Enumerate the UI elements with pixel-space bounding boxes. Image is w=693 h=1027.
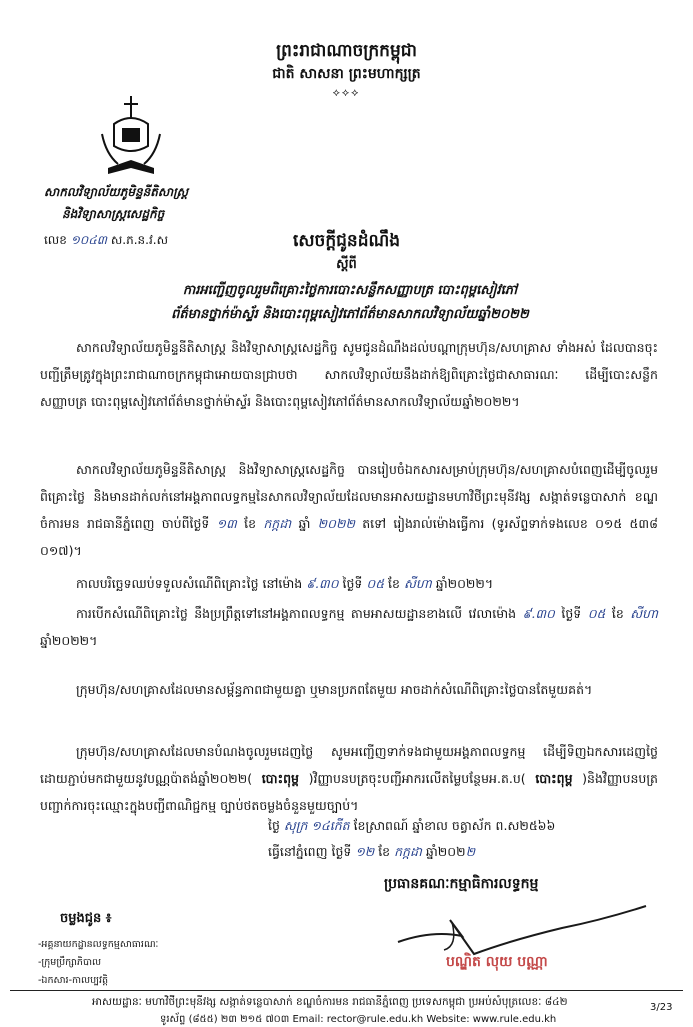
footer-contact: ទូរស័ព្ទ (៨៥៥) ២៣ ២១៥ ៧០៣ Email: rector@rule.edu.kh Website: www.rule.edu.kh [160, 1014, 557, 1025]
signer-name: បណ្ឌិត លុយ បណ្ណា [446, 954, 548, 970]
paragraph-deadline [40, 570, 658, 597]
university-emblem-icon [94, 94, 168, 178]
ornament-divider: ⟡⟡⟡ [332, 86, 361, 99]
place-text-a: ធ្វើនៅភ្នំពេញ ថ្ងៃទី [268, 844, 352, 859]
p4-text-a: ការបើកសំណើពិគ្រោះថ្លៃ នឹងប្រព្រឹត្តទៅនៅអង្គភាពលទ្ធកម្ម តាមអាសយដ្ឋានខាងលើ វេលាម៉ោង [76, 606, 517, 621]
footer-divider [10, 990, 683, 991]
p2-day-handwritten: ១៣ [216, 516, 237, 531]
lunar-date [268, 812, 668, 839]
p3-month-handwritten: សីហា [403, 576, 432, 591]
paragraph-documents [40, 456, 658, 564]
paragraph-purchase [40, 738, 658, 819]
kingdom-header: ព្រះរាជាណាចក្រកម្ពុជា [276, 41, 417, 61]
p6-text-c: )និងវិញ្ញាបនបត្របញ្ជាក់ការចុះឈ្មោះក្នុងបញ្ជីពាណិជ្ជកម្ម ច្បាប់ថតចម្លងចំនួនមួយច្បាប់។ [40, 771, 658, 813]
national-motto: ជាតិ សាសនា ព្រះមហាក្សត្រ [272, 66, 421, 82]
place-date [268, 838, 668, 865]
notice-about: ស្ដីពី [336, 257, 357, 272]
ref-number-handwritten: ១០៤៣ [70, 233, 108, 247]
p6-bold-2: បោះពុម្ព [535, 771, 573, 786]
p2-year-handwritten: ២០២២ [317, 516, 355, 531]
subject-line-2: ព័ត៌មានថ្នាក់ម៉ាស្ទ័រ និងបោះពុម្ពសៀវភៅព័ត៌មានសាកលវិទ្យាល័យឆ្នាំ២០២២ [171, 307, 529, 322]
paragraph-opening [40, 600, 658, 654]
page-number: 3/23 [650, 1002, 673, 1013]
lunar-text-b: ខែស្រាពណ៍ ឆ្នាំខាល ចត្វាស័ក ព.ស២៥៦៦ [353, 818, 556, 833]
place-year-handwritten: ២ [465, 844, 476, 859]
p6-text-a: ក្រុមហ៊ុន/សហគ្រាសដែលមានបំណងចូលរួមដេញថ្លៃ សូមអញ្ជើញទាក់ទងជាមួយអង្គភាពលទ្ធកម្ម ដើម្បីទិញឯកសារដេញថ្លៃដោយភ្ជាប់មកជាមួយនូវបណ្ណប៉ាតង់ឆ្នាំ២០២២( [40, 744, 658, 786]
p6-text-b: )វិញ្ញាបនបត្រចុះបញ្ជីអាករលើតម្លៃបន្ថែមអ.ត.ប( [308, 771, 526, 786]
paragraph-affiliation: ក្រុមហ៊ុន/សហគ្រាសដែលមានសម្ព័ន្ធភាពជាមួយគ្នា ឬមានប្រភពតែមួយ អាចដាក់សំណើពិគ្រោះថ្លៃបានតែមួយគត់។ [76, 682, 593, 697]
p2-text-c: ឆ្នាំ [298, 516, 311, 531]
cc-item: -អគ្គនាយកដ្ឋានលទ្ធកម្មសាធារណៈ [38, 939, 159, 950]
p2-text-d: តទៅ រៀងរាល់ម៉ោងធ្វើការ (ទូរស័ព្ទទាក់ទងលេខ ០១៥ ៥៣៨ ០១៧)។ [40, 516, 658, 558]
p3-text-d: ឆ្នាំ២០២២។ [435, 576, 494, 591]
lunar-handwritten: សុក្រ ១៤កើត [283, 818, 350, 833]
place-text-c: ឆ្នាំ២០២ [425, 844, 466, 859]
subject-line-1: ការអញ្ជើញចូលរួមពិគ្រោះថ្លៃការបោះសន្លឹកសញ្ញាបត្រ បោះពុម្ពសៀវភៅ [182, 283, 518, 298]
p4-day-handwritten: ០៥ [587, 606, 606, 621]
p6-bold-1: បោះពុម្ព [261, 771, 299, 786]
p4-text-b: ថ្ងៃទី [561, 606, 582, 621]
signer-title: ប្រធានគណៈកម្មាធិការលទ្ធកម្ម [384, 876, 539, 892]
ref-suffix: ស.ភ.ន.វ.ស [110, 233, 168, 247]
p4-text-c: ខែ [611, 606, 624, 621]
p3-text-b: ថ្ងៃទី [342, 576, 363, 591]
cc-item: -ក្រុមប្រឹក្សាភិបាល [38, 957, 102, 968]
ref-prefix: លេខ [44, 233, 67, 247]
p2-text-b: ខែ [244, 516, 257, 531]
place-day-handwritten: ១២ [355, 844, 375, 859]
notice-title: សេចក្ដីជូនដំណឹង [292, 231, 401, 251]
university-subtitle: និងវិទ្យាសាស្ត្រសេដ្ឋកិច្ច [62, 207, 165, 221]
cc-item: -ឯកសារ-កាលប្បវត្តិ [38, 975, 108, 986]
place-month-handwritten: កក្កដា [394, 844, 422, 859]
p3-day-handwritten: ០៥ [366, 576, 385, 591]
p4-text-d: ឆ្នាំ២០២២។ [40, 633, 98, 648]
p2-text-a: សាកលវិទ្យាល័យភូមិន្ទនីតិសាស្ត្រ និងវិទ្យាសាស្ត្រសេដ្ឋកិច្ច បានរៀបចំឯកសារសម្រាប់ក្រុមហ៊ុន/សហគ្រាសបំពេញដើម្បីចូលរួមពិគ្រោះថ្លៃ និងមានដាក់លក់នៅអង្គភាពលទ្ធកម្មនៃសាកលវិទ្យាល័យដែលមានអាសយដ្ឋានមហាវិថីព្រះមុនីវង្ស សង្កាត់ទន្លេបាសាក់ ខណ្ឌចំការមន រាជធានីភ្នំពេញ ចាប់ពីថ្ងៃទី [40, 462, 658, 531]
place-text-b: ខែ [378, 844, 391, 859]
p3-time-handwritten: ៩.៣០ [306, 576, 339, 591]
p2-month-handwritten: កក្កដា [263, 516, 292, 531]
p3-text-a: កាលបរិច្ឆេទឈប់ទទួលសំណើពិគ្រោះថ្លៃ នៅម៉ោង [76, 576, 303, 591]
lunar-text-a: ថ្ងៃ [268, 818, 280, 833]
paragraph-intro: សាកលវិទ្យាល័យភូមិន្ទនីតិសាស្ត្រ និងវិទ្យាសាស្ត្រសេដ្ឋកិច្ច សូមជូនដំណឹងដល់បណ្ដាក្រុមហ៊ុន/សហគ្រាស ទាំងអស់ ដែលបានចុះបញ្ជីត្រឹមត្រូវក្នុងព្រះរាជាណាចក្រកម្ពុជាអោយបានជ្រាបថា សាកលវិទ្យាល័យនឹងដាក់ឱ្យពិគ្រោះថ្លៃជាសាធារណៈ ដើម្បីបោះសន្លឹកសញ្ញាបត្រ បោះពុម្ពសៀវភៅព័ត៌មានថ្នាក់ម៉ាស្ទ័រ និងបោះពុម្ពសៀវភៅព័ត៌មានសាកលវិទ្យាល័យឆ្នាំ២០២២។ [40, 340, 658, 409]
footer-address: អាសយដ្ឋានៈ មហាវិថីព្រះមុនីវង្ស សង្កាត់ទន្លេបាសាក់ ខណ្ឌចំការមន រាជធានីភ្នំពេញ ប្រទេសកម្ពុជា ប្រអប់សំបុត្រលេខៈ ៨៤២ [92, 996, 568, 1008]
university-name: សាកលវិទ្យាល័យភូមិន្ទនីតិសាស្ត្រ [44, 185, 189, 199]
p4-time-handwritten: ៩.៣០ [522, 606, 555, 621]
p3-text-c: ខែ [388, 576, 400, 591]
p4-month-handwritten: សីហា [630, 606, 659, 621]
cc-title: ចម្លងជូន ៖ [60, 911, 112, 926]
